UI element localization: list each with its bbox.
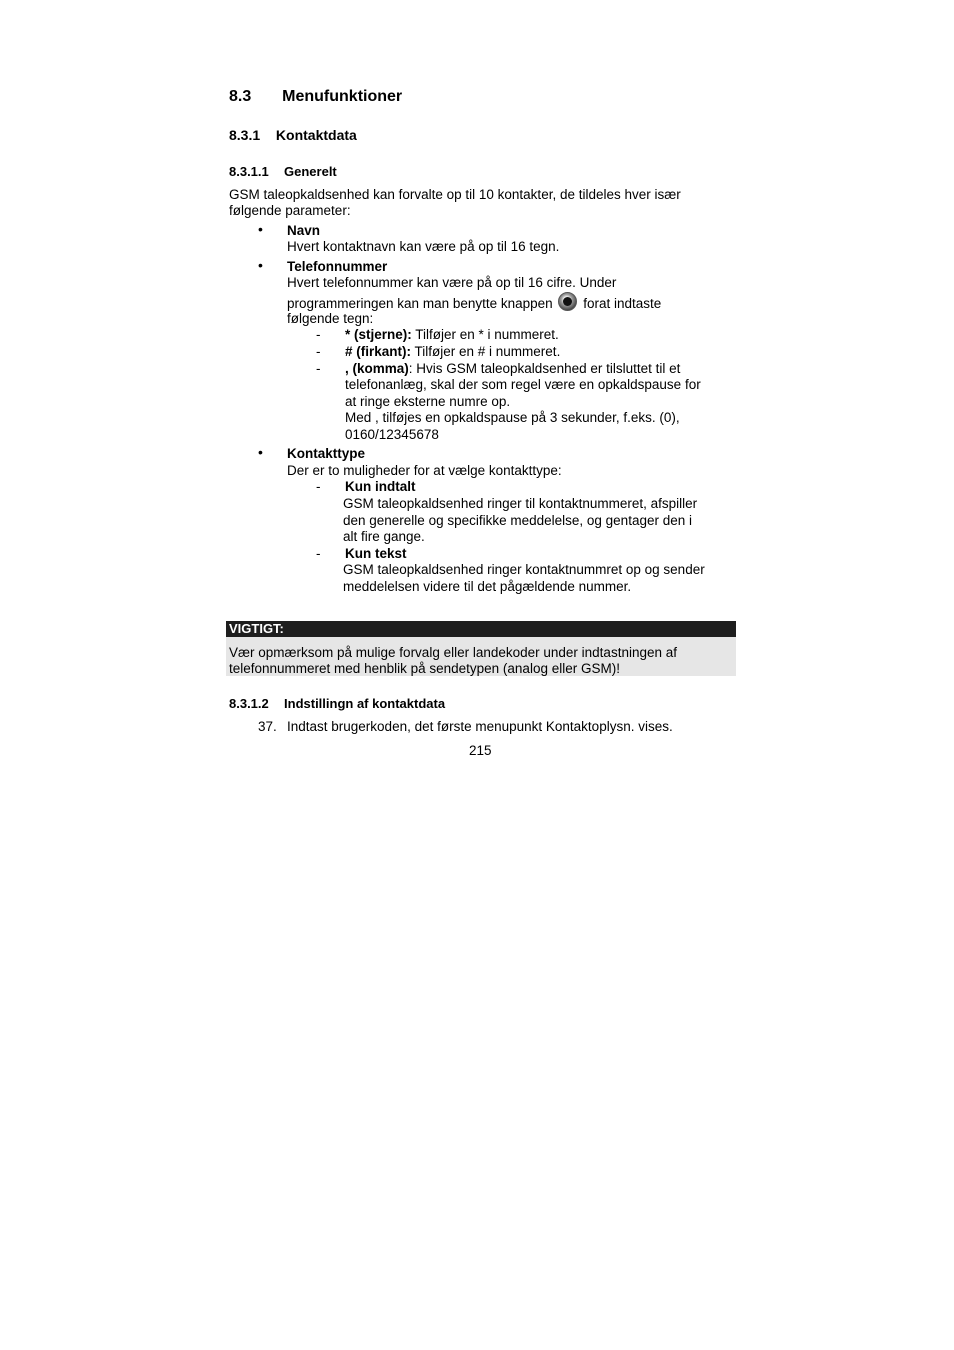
bullet-telefon: •	[258, 257, 263, 273]
item-komma	[345, 360, 680, 377]
page-number: 215	[469, 743, 492, 758]
intro-line-1: GSM taleopkaldsenhed kan forvalte op til 10 kontakter, de tildeles hver især	[229, 187, 681, 202]
navn-title: Navn	[287, 223, 321, 238]
telefon-title: Telefonnummer	[287, 259, 388, 274]
subsub1-number: 8.3.1.1	[229, 164, 269, 179]
telefon-line-1: Hvert telefonnummer kan være på op til 16 cifre. Under	[287, 275, 617, 290]
joystick-button-icon	[558, 292, 577, 311]
navn-text: Hvert kontaktnavn kan være på op til 16 tegn.	[287, 239, 560, 254]
subsection-number: 8.3.1	[229, 127, 261, 143]
kun-tekst-title: Kun tekst	[345, 546, 407, 561]
item-firkant-text: Tilføjer en # i nummeret.	[411, 344, 561, 359]
subsub2-number: 8.3.1.2	[229, 696, 269, 711]
section-heading	[229, 88, 402, 106]
item-stjerne-label: * (stjerne):	[345, 327, 412, 342]
telefon-line-2	[287, 292, 661, 312]
subsub1-title: Generelt	[284, 164, 337, 179]
warning-header	[226, 621, 736, 637]
dash-firkant: -	[316, 344, 321, 359]
warning-line-2: telefonnummeret med henblik på sendetypen (analog eller GSM)!	[229, 661, 620, 676]
subsection-title: Kontaktdata	[275, 127, 357, 143]
komma-line-3: Med , tilføjes en opkaldspause på 3 sekunder, f.eks. (0),	[345, 410, 680, 425]
kun-tekst-line-1: GSM taleopkaldsenhed ringer kontaktnummret op og sender	[343, 562, 705, 577]
section-title: Menufunktioner	[282, 88, 403, 105]
item-firkant	[345, 343, 560, 360]
dash-kun-tekst: -	[316, 546, 321, 561]
section-number: 8.3	[229, 88, 252, 105]
item-stjerne-text: Tilføjer en * i nummeret.	[411, 327, 559, 342]
warning-line-1: Vær opmærksom på mulige forvalg eller landekoder under indtastningen af	[229, 645, 677, 660]
kun-indtalt-line-3: alt fire gange.	[343, 529, 425, 544]
komma-line-1: telefonanlæg, skal der som regel være en opkaldspause for	[345, 377, 701, 392]
komma-line-2: at ringe eksterne numre op.	[345, 394, 511, 409]
telefon-line-2a: programmeringen kan man benytte knappen	[287, 296, 553, 311]
item-komma-text: : Hvis GSM taleopkaldsenhed er tilsluttet til et	[408, 361, 681, 376]
kun-indtalt-line-2: den generelle og specifikke meddelelse, og gentager den i	[343, 513, 692, 528]
telefon-line-3: følgende tegn:	[287, 311, 374, 326]
dash-komma: -	[316, 361, 321, 376]
dash-kun-indtalt: -	[316, 479, 321, 494]
item-firkant-label: # (firkant):	[345, 344, 412, 359]
bullet-kontakttype: •	[258, 444, 263, 460]
subsubsection-heading-generelt	[229, 164, 337, 179]
kontakttype-title: Kontakttype	[287, 446, 366, 461]
step-text: Indtast brugerkoden, det første menupunkt Kontaktoplysn. vises.	[287, 719, 673, 734]
step-number: 37.	[258, 719, 277, 734]
item-komma-label: , (komma)	[345, 361, 409, 376]
bullet-navn: •	[258, 221, 263, 237]
subsection-heading	[229, 127, 357, 143]
item-stjerne	[345, 326, 559, 343]
kun-indtalt-line-1: GSM taleopkaldsenhed ringer til kontaktnummeret, afspiller	[343, 496, 698, 511]
telefon-line-2b: forat indtaste	[583, 296, 662, 311]
kontakttype-text: Der er to muligheder for at vælge kontakttype:	[287, 463, 562, 478]
komma-line-4: 0160/12345678	[345, 427, 439, 442]
kun-tekst-line-2: meddelelsen videre til det pågældende nummer.	[343, 579, 632, 594]
intro-line-2: følgende parameter:	[229, 203, 351, 218]
warning-title: VIGTIGT:	[229, 621, 284, 636]
subsub2-title: Indstillingn af kontaktdata	[284, 696, 446, 711]
kun-indtalt-title: Kun indtalt	[345, 479, 416, 494]
dash-stjerne: -	[316, 327, 321, 342]
subsubsection-heading-indstilling	[229, 696, 445, 711]
